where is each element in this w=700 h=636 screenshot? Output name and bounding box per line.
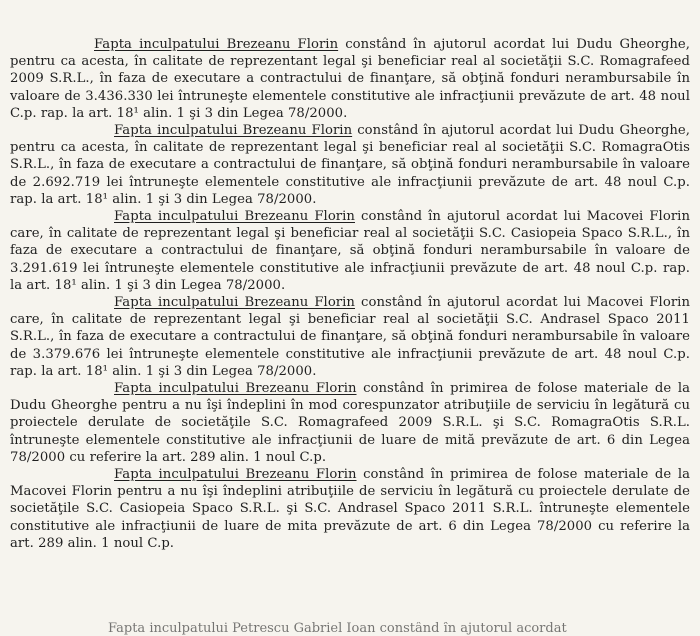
paragraph-lead: Fapta inculpatului Brezeanu Florin <box>114 209 355 225</box>
paragraph-4 <box>10 294 690 380</box>
paragraph-lead: Fapta inculpatului Brezeanu Florin <box>94 37 339 52</box>
paragraph-lead: Fapta inculpatului Brezeanu Florin <box>114 295 355 311</box>
paragraph-1 <box>10 36 690 122</box>
paragraph-text: constând în ajutorul acordat lui Dudu Gheorghe, pentru ca acesta, în calitate de reprezentant legal şi beneficiar real al societăţii S.C. RomagraOtis S.R.L., în faza de executare a contractului de finanţare, să obţină fonduri nerambursabile în valoare de 2.692.719 lei întruneşte elementele constitutive ale infracţiunii prevăzute de art. 48 noul C.p. rap. la art. 18¹ alin. 1 şi 3 din Legea 78/2000. <box>10 123 690 207</box>
paragraph-text: constând în ajutorul acordat lui Macovei Florin care, în calitate de reprezentant legal şi beneficiar real al societăţii S.C. Casiopeia Spaco S.R.L., în faza de executare a contractului de finanţare, să obţină fonduri nerambursabile în valoare de 3.291.619 lei întruneşte elementele constitutive ale infracţiunii prevăzute de art. 48 noul C.p. rap. la art. 18¹ alin. 1 şi 3 din Legea 78/2000. <box>10 209 690 293</box>
paragraph-lead: Fapta inculpatului Brezeanu Florin <box>114 381 357 397</box>
paragraph-6 <box>10 466 690 552</box>
paragraph-lead: Fapta inculpatului Brezeanu Florin <box>114 467 357 483</box>
paragraph-text: constând în primirea de folose materiale de la Dudu Gheorghe pentru a nu îşi îndeplini în mod corespunzator atribuţiile de serviciu în legătură cu proiectele derulate de societăţile S.C. Romagrafeed 2009 S.R.L. şi S.C. RomagraOtis S.R.L. întruneşte elementele constitutive ale infracţiunii de luare de mită prevăzute de art. 6 din Legea 78/2000 cu referire la art. 289 alin. 1 noul C.p. <box>10 381 690 465</box>
paragraph-2 <box>10 122 690 208</box>
paragraph-5 <box>10 380 690 466</box>
paragraph-text: constând în ajutorul acordat lui Macovei Florin care, în calitate de reprezentant legal şi beneficiar real al societăţii S.C. Andrasel Spaco 2011 S.R.L., în faza de executare a contractului de finanţare, să obţină fonduri nerambursabile în valoare de 3.379.676 lei întruneşte elementele constitutive ale infracţiunii prevăzute de art. 48 noul C.p. rap. la art. 18¹ alin. 1 şi 3 din Legea 78/2000. <box>10 295 690 379</box>
partially-visible-line: Fapta inculpatului Petrescu Gabriel Ioan constând în ajutorul acordat <box>108 622 567 636</box>
paragraph-text: constând în primirea de folose materiale de la Macovei Florin pentru a nu îşi îndeplini atribuţiile de serviciu în legătură cu proiectele derulate de societăţile S.C. Casiopeia Spaco S.R.L. şi S.C. Andrasel Spaco 2011 S.R.L. întruneşte elementele constitutive ale infracţiunii de luare de mita prevăzute de art. 6 din Legea 78/2000 cu referire la art. 289 alin. 1 noul C.p. <box>10 467 690 551</box>
paragraph-lead: Fapta inculpatului Brezeanu Florin <box>114 123 353 139</box>
paragraph-3 <box>10 208 690 294</box>
paragraph-text: constând în ajutorul acordat lui Dudu Gheorghe, pentru ca acesta, în calitate de reprezentant legal şi beneficiar real al societăţii S.C. Romagrafeed 2009 S.R.L., în faza de executare a contractului de finanţare, să obţină fonduri nerambursabile în valoare de 3.436.330 lei întruneşte elementele constitutive ale infracţiunii prevăzute de art. 48 noul C.p. rap. la art. 18¹ alin. 1 şi 3 din Legea 78/2000. <box>10 37 690 121</box>
